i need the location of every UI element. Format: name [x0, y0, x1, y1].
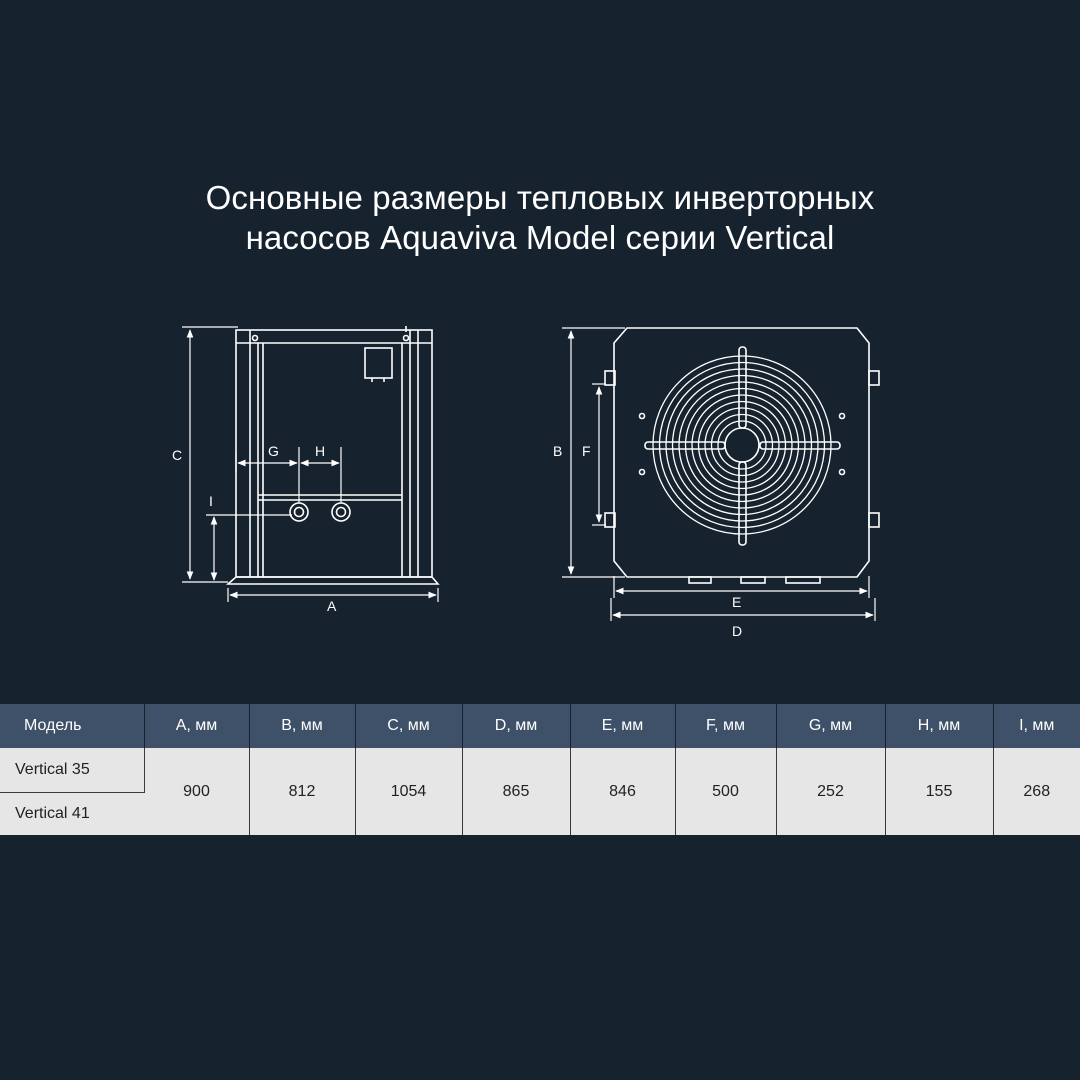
header-f: F, мм — [675, 704, 776, 748]
value-f: 500 — [675, 748, 776, 835]
dimensions-table — [0, 704, 1080, 835]
model-cell: Vertical 41 — [0, 793, 144, 836]
title-line-1: Основные размеры тепловых инверторных — [205, 179, 875, 216]
header-i: I, мм — [993, 704, 1080, 748]
fan-grille-ring — [660, 363, 825, 528]
header-a: A, мм — [144, 704, 249, 748]
fan-grille-ring — [712, 415, 773, 476]
dim-label-b: B — [553, 443, 563, 459]
dim-label-e: E — [732, 594, 742, 610]
value-d: 865 — [462, 748, 570, 835]
fan-grille-ring — [686, 389, 799, 502]
model-cell: Vertical 35 — [0, 748, 144, 793]
dim-label-c: C — [172, 447, 183, 463]
value-i: 268 — [993, 748, 1080, 835]
fan-grille-ring — [692, 395, 792, 495]
side-view-dimensions — [182, 327, 438, 602]
value-b: 812 — [249, 748, 355, 835]
dim-label-f: F — [582, 443, 591, 459]
side-view-labels — [172, 443, 337, 614]
value-a: 900 — [144, 748, 249, 835]
header-e: E, мм — [570, 704, 675, 748]
fan-grille — [653, 356, 831, 534]
water-outlet-port — [332, 503, 350, 521]
front-view-labels — [553, 443, 742, 639]
dim-label-a: A — [327, 598, 337, 614]
fan-grille-ring — [705, 408, 779, 482]
side-view-base — [228, 577, 438, 584]
table-row — [0, 748, 1080, 793]
header-c: C, мм — [355, 704, 462, 748]
fan-grille-ring — [666, 369, 818, 521]
header-g: G, мм — [776, 704, 885, 748]
header-h: H, мм — [885, 704, 993, 748]
value-c: 1054 — [355, 748, 462, 835]
dim-label-g: G — [268, 443, 279, 459]
side-view — [228, 326, 438, 584]
fan-grille-ring — [653, 356, 831, 534]
value-g: 252 — [776, 748, 885, 835]
dim-label-h: H — [315, 443, 326, 459]
value-e: 846 — [570, 748, 675, 835]
table-header-row — [0, 704, 1080, 748]
header-b: B, мм — [249, 704, 355, 748]
value-h: 155 — [885, 748, 993, 835]
dim-label-i: I — [209, 493, 213, 509]
control-box — [365, 348, 392, 378]
water-inlet-port — [290, 503, 308, 521]
header-d: D, мм — [462, 704, 570, 748]
dim-label-d: D — [732, 623, 743, 639]
fan-spokes — [645, 347, 840, 545]
title-line-2: насосов Aquaviva Model серии Vertical — [245, 219, 835, 256]
header-model: Модель — [0, 704, 144, 748]
fan-grille-ring — [673, 376, 812, 515]
